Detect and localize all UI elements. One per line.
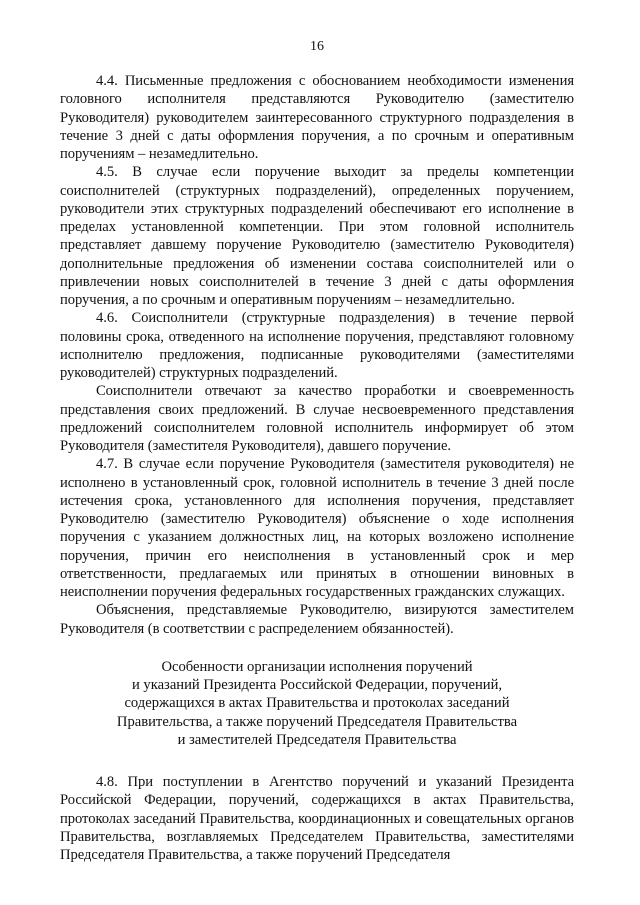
section-heading-line: содержащихся в актах Правительства и протоколах заседаний	[124, 695, 510, 712]
section-heading	[60, 658, 574, 749]
paragraph-4-4: 4.4. Письменные предложения с обоснованием необходимости изменения головного исполнителя представляются Руководителю (заместителю Руководителя) руководителем заинтересованного структурного подразделения в течение 3 дней с даты оформления поручения, а по срочным и оперативным поручениям – незамедлительно.	[60, 73, 574, 162]
paragraph-4-5: 4.5. В случае если поручение выходит за пределы компетенции соисполнителей (структурных подразделений), определенных поручением, руководители этих структурных подразделений обеспечивают его исполнение в пределах установленной компетенции. При этом головной исполнитель представляет давшему поручение Руководителю (заместителю Руководителя) дополнительные предложения об изменении состава соисполнителей или о привлечении новых соисполнителей в течение 3 дней с даты оформления поручения, а по срочным и оперативным поручениям – незамедлительно.	[60, 164, 574, 308]
section-heading-line: и указаний Президента Российской Федерации, поручений,	[131, 677, 503, 693]
page-number: 16	[310, 39, 324, 54]
paragraph-explanations: Объяснения, представляемые Руководителю, визируются заместителем Руководителя (в соответствии с распределением обязанностей).	[60, 602, 574, 637]
paragraph-4-8: 4.8. При поступлении в Агентство поручений и указаний Президента Российской Федерации, поручений, содержащихся в актах Правительства, протоколах заседаний Правительства, координационных и совещательных органов Правительства, возглавляемых Председателем Правительства, заместителями Председателя Правительства, а также поручений Председателя	[60, 774, 574, 863]
section-heading-line: Правительства, а также поручений Председателя Правительства	[116, 713, 518, 730]
section-heading-line: и заместителей Председателя Правительства	[177, 731, 457, 748]
document-page	[60, 38, 574, 864]
paragraph-4-7: 4.7. В случае если поручение Руководителя (заместителя руководителя) не исполнено в установленный срок, головной исполнитель в течение 3 дней после истечения срока, установленного для исполнения поручения, представляет Руководителю (заместителю Руководителя) объяснение о ходе исполнения поручения с указанием должностных лиц, на которых возложено исполнение поручения, причин его неисполнения в установленный срок и мер ответственности, предлагаемых или принятых в отношении виновных в неисполнении поручения федеральных государственных гражданских служащих.	[60, 456, 574, 600]
paragraph-coexecutors-responsibility: Соисполнители отвечают за качество проработки и своевременность представления своих предложений. В случае несвоевременного представления предложений соисполнителем головной исполнитель информирует об этом Руководителя (заместителя Руководителя), давшего поручение.	[60, 383, 574, 454]
paragraph-4-6: 4.6. Соисполнители (структурные подразделения) в течение первой половины срока, отведенного на исполнение поручения, представляют головному исполнителю предложения, подписанные руководителями (заместителями руководителей) структурных подразделений.	[60, 310, 574, 381]
section-heading-line: Особенности организации исполнения поручений	[161, 658, 473, 675]
